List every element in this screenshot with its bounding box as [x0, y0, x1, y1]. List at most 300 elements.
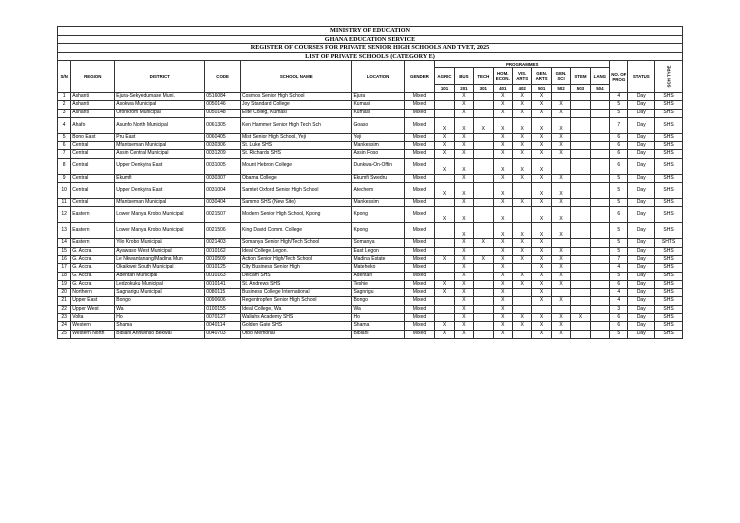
no-of-prog-cell: 4	[610, 297, 628, 305]
programme-mark-cell	[435, 305, 454, 313]
school-name-cell: Ken Hammer Senior High Tech Sch	[241, 117, 352, 133]
sch-type-cell: SHS	[655, 330, 683, 338]
gender-cell: Mixed	[404, 280, 435, 288]
no-of-prog-cell: 5	[610, 183, 628, 199]
school-name-cell: St. Richards SHS	[241, 150, 352, 158]
programme-mark-cell: X	[493, 158, 512, 174]
programme-mark-cell	[512, 183, 531, 199]
table-row	[58, 289, 683, 297]
programme-mark-cell: X	[532, 101, 551, 109]
school-name-cell: Obama College	[241, 174, 352, 182]
programme-mark-cell: X	[435, 150, 454, 158]
programme-mark-cell: X	[512, 272, 531, 280]
programme-mark-cell	[571, 272, 590, 280]
region-cell: Upper East	[71, 297, 115, 305]
region-cell: Bono East	[71, 133, 115, 141]
district-cell: Upper Denkyira East	[115, 158, 205, 174]
programme-mark-cell: X	[532, 142, 551, 150]
status-cell: Day	[628, 314, 655, 322]
school-name-cell: Elite Colleg, Kumasi	[241, 109, 352, 117]
no-of-prog-cell: 7	[610, 117, 628, 133]
status-cell: Day	[628, 305, 655, 313]
programme-code: 401	[493, 85, 512, 93]
sch-type-cell: SHS	[655, 255, 683, 263]
school-name-cell: Wallahs Academy SHS	[241, 314, 352, 322]
programme-mark-cell	[590, 322, 609, 330]
code-cell: 0010163	[205, 272, 241, 280]
status-cell: Day	[628, 183, 655, 199]
sn-cell: 5	[58, 133, 71, 141]
code-cell: 0031004	[205, 183, 241, 199]
district-cell: Assin Central Municipal	[115, 150, 205, 158]
programme-mark-cell: X	[474, 117, 493, 133]
col-school-name: SCHOOL NAME	[241, 61, 352, 93]
district-cell: Bongo	[115, 297, 205, 305]
location-cell: Ekumfi Swedru	[352, 174, 404, 182]
programme-mark-cell	[474, 272, 493, 280]
programme-mark-cell: X	[454, 255, 473, 263]
district-cell: Lower Manya Krobo Municipal	[115, 207, 205, 223]
sn-cell: 9	[58, 174, 71, 182]
programme-mark-cell: X	[493, 93, 512, 101]
district-cell: Asokwa Municipal	[115, 101, 205, 109]
status-cell: Day	[628, 207, 655, 223]
programme-mark-cell: X	[512, 142, 531, 150]
programme-mark-cell	[512, 289, 531, 297]
programme-mark-cell	[590, 272, 609, 280]
programme-mark-cell	[474, 174, 493, 182]
programme-mark-cell	[435, 247, 454, 255]
programme-mark-cell: X	[551, 183, 570, 199]
region-cell: Western	[71, 322, 115, 330]
programme-mark-cell: X	[532, 314, 551, 322]
programme-code: 201	[454, 85, 473, 93]
programme-mark-cell	[551, 289, 570, 297]
gender-cell: Mixed	[404, 264, 435, 272]
programme-mark-cell: X	[551, 247, 570, 255]
region-cell: Central	[71, 150, 115, 158]
programme-mark-cell: X	[532, 117, 551, 133]
programme-mark-cell: X	[454, 109, 473, 117]
programme-mark-cell: X	[532, 264, 551, 272]
district-cell: Upper Denkyira East	[115, 183, 205, 199]
programme-mark-cell	[571, 255, 590, 263]
programme-mark-cell	[474, 158, 493, 174]
table-row	[58, 207, 683, 223]
status-cell: Day	[628, 158, 655, 174]
no-of-prog-cell: 6	[610, 142, 628, 150]
programme-mark-cell	[474, 150, 493, 158]
no-of-prog-cell: 5	[610, 272, 628, 280]
no-of-prog-cell: 6	[610, 150, 628, 158]
school-name-cell: St. Luke SHS	[241, 142, 352, 150]
programme-mark-cell: X	[532, 247, 551, 255]
sch-type-cell: SHS	[655, 174, 683, 182]
programme-mark-cell: X	[551, 314, 570, 322]
table-row	[58, 142, 683, 150]
programme-mark-cell: X	[532, 289, 551, 297]
location-cell: Kumasi	[352, 101, 404, 109]
programme-code: 101	[435, 85, 454, 93]
programme-mark-cell	[571, 117, 590, 133]
code-cell: 0090606	[205, 297, 241, 305]
col-code: CODE	[205, 61, 241, 93]
no-of-prog-cell: 5	[610, 199, 628, 207]
programme-mark-cell: X	[532, 199, 551, 207]
sch-type-cell: SHS	[655, 272, 683, 280]
gender-cell: Mixed	[404, 142, 435, 150]
programme-mark-cell	[571, 305, 590, 313]
programme-mark-cell: X	[435, 133, 454, 141]
table-row	[58, 297, 683, 305]
programme-code: 501	[532, 85, 551, 93]
sch-type-cell: SHTS	[655, 239, 683, 247]
school-name-cell: Ideal College,Legon.	[241, 247, 352, 255]
location-cell: Yeji	[352, 133, 404, 141]
code-cell: 0050146	[205, 101, 241, 109]
school-name-cell: Modern Senior High School, Kpong	[241, 207, 352, 223]
programme-mark-cell	[474, 207, 493, 223]
programmes-header: PROGRAMMES	[435, 61, 610, 68]
district-cell: Ekumfi	[115, 174, 205, 182]
programme-mark-cell	[474, 93, 493, 101]
sn-cell: 2	[58, 101, 71, 109]
programme-mark-cell	[590, 93, 609, 101]
sn-cell: 1	[58, 93, 71, 101]
code-cell: 0031209	[205, 150, 241, 158]
table-row	[58, 305, 683, 313]
location-cell: Assin Foso	[352, 150, 404, 158]
programme-mark-cell: X	[532, 174, 551, 182]
district-cell: Oforikrom Municipal	[115, 109, 205, 117]
region-cell: G. Accra	[71, 255, 115, 263]
no-of-prog-cell: 3	[610, 305, 628, 313]
programme-mark-cell: X	[532, 93, 551, 101]
programme-mark-cell	[474, 289, 493, 297]
programme-mark-cell: X	[493, 239, 512, 247]
district-cell: Asunfo North Municipal	[115, 117, 205, 133]
programme-mark-cell	[512, 305, 531, 313]
status-cell: Day	[628, 330, 655, 338]
sn-cell: 8	[58, 158, 71, 174]
programme-mark-cell: X	[493, 314, 512, 322]
programme-mark-cell: X	[493, 330, 512, 338]
programme-mark-cell: X	[435, 330, 454, 338]
programme-mark-cell	[571, 239, 590, 247]
code-cell: 0516084	[205, 93, 241, 101]
district-cell: Lower Manya Krobo Municipal	[115, 223, 205, 239]
location-cell: Teshie	[352, 280, 404, 288]
programme-mark-cell: X	[532, 150, 551, 158]
table-row	[58, 117, 683, 133]
programme-mark-cell	[590, 223, 609, 239]
programme-mark-cell	[590, 158, 609, 174]
no-of-prog-cell: 5	[610, 109, 628, 117]
programme-mark-cell: X	[512, 314, 531, 322]
location-cell: East Legon	[352, 247, 404, 255]
sch-type-cell: SHS	[655, 150, 683, 158]
status-cell: Day	[628, 133, 655, 141]
programme-mark-cell: X	[454, 322, 473, 330]
gender-cell: Mixed	[404, 101, 435, 109]
school-name-cell: City Business Senior High	[241, 264, 352, 272]
location-cell: Madina Estate	[352, 255, 404, 263]
code-cell: 0030306	[205, 142, 241, 150]
programme-code: 503	[571, 85, 590, 93]
programme-code: 301	[474, 85, 493, 93]
sn-cell: 15	[58, 247, 71, 255]
district-cell: Ho	[115, 314, 205, 322]
programme-mark-cell: X	[493, 223, 512, 239]
programme-mark-cell	[571, 183, 590, 199]
no-of-prog-cell: 5	[610, 330, 628, 338]
district-cell: Okaikwei South Municipal	[115, 264, 205, 272]
sch-type-cell: SHS	[655, 117, 683, 133]
programme-mark-cell	[435, 101, 454, 109]
code-cell: 0021507	[205, 207, 241, 223]
programme-mark-cell: X	[454, 289, 473, 297]
table-row	[58, 150, 683, 158]
district-cell: Ejura-Sekyedumase Muni.	[115, 93, 205, 101]
gender-cell: Mixed	[404, 183, 435, 199]
school-name-cell: Somanya Senior High/Tech School	[241, 239, 352, 247]
school-name-cell: St. Andrews SHS	[241, 280, 352, 288]
district-cell: Mfantseman Municipal	[115, 142, 205, 150]
programme-mark-cell	[435, 109, 454, 117]
region-cell: Eastern	[71, 223, 115, 239]
table-row	[58, 247, 683, 255]
region-cell: Ahafo	[71, 117, 115, 133]
region-cell: Upper West	[71, 305, 115, 313]
programme-mark-cell: X	[493, 255, 512, 263]
programme-mark-cell: X	[532, 239, 551, 247]
programme-mark-cell	[571, 174, 590, 182]
programme-mark-cell	[571, 264, 590, 272]
programme-code: 502	[551, 85, 570, 93]
sch-type-cell: SHS	[655, 297, 683, 305]
programme-code: 402	[512, 85, 531, 93]
programme-mark-cell: X	[493, 117, 512, 133]
district-cell: Wa	[115, 305, 205, 313]
programme-mark-cell	[590, 289, 609, 297]
location-cell: Mankessim	[352, 199, 404, 207]
sch-type-cell: SHS	[655, 142, 683, 150]
programme-mark-cell: X	[512, 174, 531, 182]
programme-mark-cell: X	[454, 247, 473, 255]
programme-mark-cell	[435, 174, 454, 182]
code-cell: 0010125	[205, 264, 241, 272]
programme-mark-cell	[571, 142, 590, 150]
programme-mark-cell	[474, 305, 493, 313]
programme-mark-cell	[435, 272, 454, 280]
school-name-cell: King David Comm. College	[241, 223, 352, 239]
code-cell: 0061305	[205, 117, 241, 133]
programme-mark-cell: X	[454, 142, 473, 150]
programme-mark-cell: X	[454, 314, 473, 322]
programme-mark-cell: X	[493, 174, 512, 182]
gender-cell: Mixed	[404, 255, 435, 263]
code-cell: 0050148	[205, 109, 241, 117]
programme-mark-cell	[474, 101, 493, 109]
service-title: GHANA EDUCATION SERVICE	[58, 35, 683, 44]
table-row	[58, 330, 683, 338]
programme-mark-cell: X	[493, 289, 512, 297]
no-of-prog-cell: 7	[610, 255, 628, 263]
district-cell: Le Nkwantanang/Madina Mun	[115, 255, 205, 263]
programme-mark-cell: X	[512, 158, 531, 174]
district-cell: Yilo Krobo Municipal	[115, 239, 205, 247]
location-cell: Atechem	[352, 183, 404, 199]
location-cell: Kpong	[352, 223, 404, 239]
list-title: LIST OF PRIVATE SCHOOLS (CATEGORY E)	[58, 52, 683, 61]
region-cell: Western North	[71, 330, 115, 338]
programme-mark-cell	[571, 150, 590, 158]
table-row	[58, 109, 683, 117]
programme-name: AGRIC	[435, 68, 454, 85]
programme-mark-cell: X	[551, 272, 570, 280]
programme-mark-cell: X	[435, 183, 454, 199]
programme-mark-cell	[474, 297, 493, 305]
sn-cell: 3	[58, 109, 71, 117]
district-cell: Ledzokuku Municipal	[115, 280, 205, 288]
programme-mark-cell: X	[454, 93, 473, 101]
programme-mark-cell	[512, 330, 531, 338]
programme-name: LANG	[590, 68, 609, 85]
programme-mark-cell: X	[454, 158, 473, 174]
school-name-cell: Golden Gate SHS	[241, 322, 352, 330]
programme-mark-cell	[571, 289, 590, 297]
location-cell: Mankessim	[352, 142, 404, 150]
course-register-sheet	[57, 26, 683, 339]
programme-mark-cell: X	[493, 264, 512, 272]
programme-mark-cell: X	[493, 133, 512, 141]
location-cell: Ejura	[352, 93, 404, 101]
programme-mark-cell: X	[493, 247, 512, 255]
programme-mark-cell: X	[454, 150, 473, 158]
col-sn: S/N	[58, 61, 71, 93]
col-no-of-prog: NO. OF PROG	[610, 61, 628, 93]
programme-mark-cell: X	[532, 158, 551, 174]
status-cell: Day	[628, 199, 655, 207]
programme-mark-cell: X	[454, 305, 473, 313]
programme-mark-cell	[532, 305, 551, 313]
sn-cell: 7	[58, 150, 71, 158]
programme-mark-cell	[571, 133, 590, 141]
status-cell: Day	[628, 247, 655, 255]
gender-cell: Mixed	[404, 199, 435, 207]
programme-mark-cell: X	[512, 109, 531, 117]
status-cell: Day	[628, 93, 655, 101]
status-cell: Day	[628, 142, 655, 150]
programme-mark-cell: X	[512, 280, 531, 288]
programme-mark-cell	[435, 264, 454, 272]
table-row	[58, 183, 683, 199]
programme-mark-cell: X	[551, 142, 570, 150]
programme-mark-cell: X	[512, 247, 531, 255]
region-cell: Central	[71, 199, 115, 207]
private-schools-table	[57, 26, 683, 339]
programme-mark-cell: X	[551, 199, 570, 207]
region-cell: G. Accra	[71, 280, 115, 288]
programme-mark-cell: X	[532, 183, 551, 199]
region-cell: Central	[71, 183, 115, 199]
programme-mark-cell: X	[435, 117, 454, 133]
region-cell: G. Accra	[71, 247, 115, 255]
programme-mark-cell	[551, 239, 570, 247]
table-row	[58, 322, 683, 330]
programme-mark-cell: X	[454, 183, 473, 199]
programme-mark-cell	[512, 207, 531, 223]
programme-mark-cell: X	[474, 239, 493, 247]
programme-mark-cell	[435, 223, 454, 239]
location-cell: Dunkwa-On-Offin	[352, 158, 404, 174]
school-name-cell: Ideal College, Wa	[241, 305, 352, 313]
region-cell: Eastern	[71, 239, 115, 247]
programme-mark-cell	[590, 255, 609, 263]
region-cell: Northern	[71, 289, 115, 297]
sch-type-cell: SHS	[655, 264, 683, 272]
programme-mark-cell	[590, 305, 609, 313]
programme-mark-cell	[571, 223, 590, 239]
table-row	[58, 158, 683, 174]
no-of-prog-cell: 6	[610, 322, 628, 330]
programme-mark-cell	[590, 330, 609, 338]
programme-mark-cell: X	[512, 150, 531, 158]
sn-cell: 20	[58, 289, 71, 297]
sch-type-cell: SHS	[655, 280, 683, 288]
location-cell: Kumasi	[352, 109, 404, 117]
programme-mark-cell	[571, 158, 590, 174]
status-cell: Day	[628, 272, 655, 280]
col-sch-type	[655, 61, 683, 93]
school-name-cell: Cosmos Senior High School	[241, 93, 352, 101]
programme-mark-cell: X	[551, 322, 570, 330]
programme-mark-cell: X	[435, 142, 454, 150]
programme-name: HOM. ECON.	[493, 68, 512, 85]
code-cell: 0031005	[205, 158, 241, 174]
sch-type-cell: SHS	[655, 199, 683, 207]
code-cell: 0030404	[205, 199, 241, 207]
programme-mark-cell: X	[493, 305, 512, 313]
sn-cell: 19	[58, 280, 71, 288]
code-cell: 0040703	[205, 330, 241, 338]
status-cell: Day	[628, 297, 655, 305]
district-cell: Shama	[115, 322, 205, 330]
programme-mark-cell: X	[454, 280, 473, 288]
programme-name: GEN. ARTS	[532, 68, 551, 85]
programme-mark-cell: X	[493, 109, 512, 117]
status-cell: Day	[628, 289, 655, 297]
code-cell: 0010509	[205, 255, 241, 263]
region-cell: Volta	[71, 314, 115, 322]
programme-mark-cell: X	[493, 322, 512, 330]
sn-cell: 23	[58, 314, 71, 322]
programme-mark-cell: X	[551, 280, 570, 288]
status-cell: Day	[628, 101, 655, 109]
programme-mark-cell: X	[454, 264, 473, 272]
gender-cell: Mixed	[404, 117, 435, 133]
programme-mark-cell: X	[532, 330, 551, 338]
programme-mark-cell: X	[532, 322, 551, 330]
programme-mark-cell	[474, 109, 493, 117]
sn-cell: 16	[58, 255, 71, 263]
no-of-prog-cell: 5	[610, 247, 628, 255]
programme-mark-cell: X	[551, 255, 570, 263]
location-cell: Somanya	[352, 239, 404, 247]
programme-mark-cell	[551, 158, 570, 174]
gender-cell: Mixed	[404, 150, 435, 158]
district-cell: Sagnarigu Municipal	[115, 289, 205, 297]
